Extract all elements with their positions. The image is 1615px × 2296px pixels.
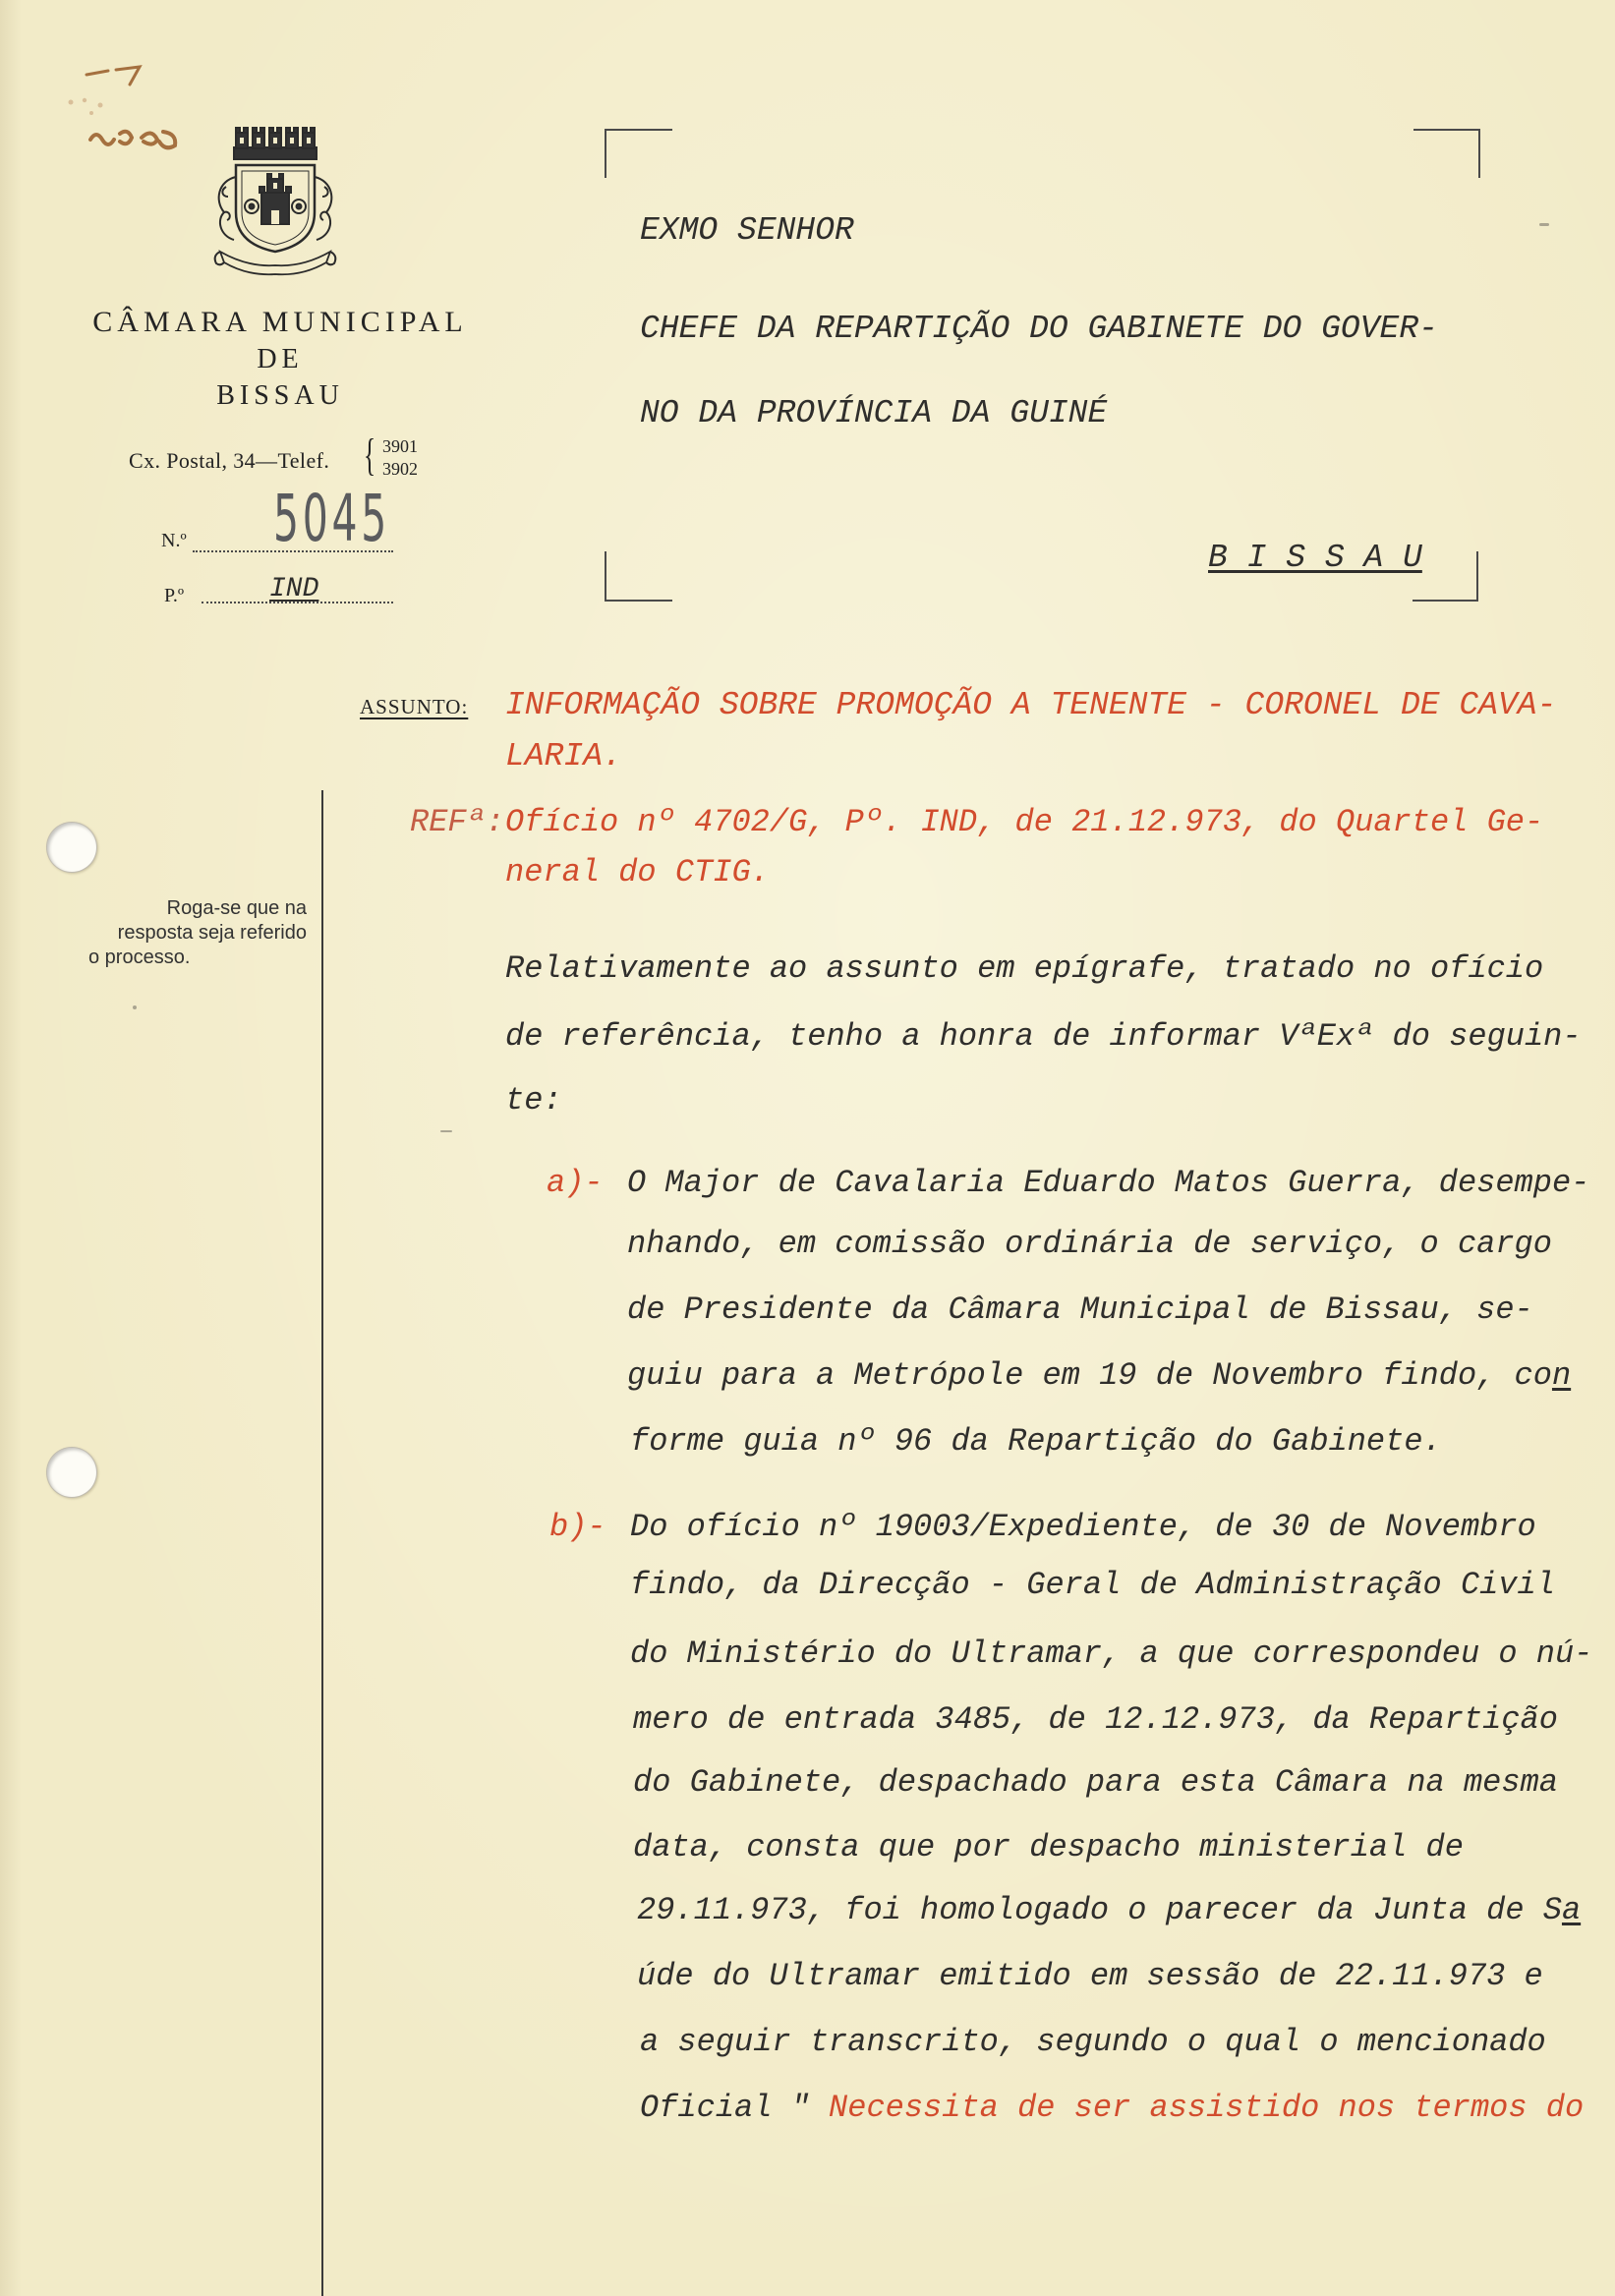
address-bracket-top-right xyxy=(1413,129,1480,178)
subject-line2: LARIA. xyxy=(505,738,622,775)
item-b-line: do Ministério do Ultramar, a que correspondeu o nú- xyxy=(630,1636,1593,1672)
side-note xyxy=(88,896,307,970)
item-a-line: nhando, em comissão ordinária de serviço, o cargo xyxy=(627,1226,1552,1262)
letterhead-name-line3: BISSAU xyxy=(216,380,344,411)
punch-hole-upper xyxy=(46,822,97,873)
address-bracket-bottom-left xyxy=(605,551,672,602)
letterhead-name-line2: DE xyxy=(257,344,304,374)
recipient-city: B I S S A U xyxy=(1208,540,1422,576)
recipient-line1: CHEFE DA REPARTIÇÃO DO GABINETE DO GOVER- xyxy=(640,311,1438,347)
phone-number-1: 3901 xyxy=(382,436,418,456)
margin-rule xyxy=(321,790,323,2296)
subject-line1: INFORMAÇÃO SOBRE PROMOÇÃO A TENENTE - CORONEL DE CAVA- xyxy=(505,687,1557,723)
item-b-line-text: 29.11.973, foi homologado o parecer da Junta de S xyxy=(637,1892,1562,1928)
item-b-line: mero de entrada 3485, de 12.12.973, da Repartição xyxy=(633,1701,1558,1738)
item-b-line-quote-highlight: Necessita de ser assistido nos termos do xyxy=(829,2090,1585,2126)
side-note-line2: resposta seja referido xyxy=(117,922,307,944)
letterhead-name-line1: CÂMARA MUNICIPAL xyxy=(92,306,468,338)
item-b-line: data, consta que por despacho ministerial de xyxy=(633,1829,1464,1866)
item-b-line: Do ofício nº 19003/Expediente, de 30 de Novembro xyxy=(630,1509,1536,1545)
item-a-line xyxy=(627,1356,1571,1396)
item-a-line-underlined: n xyxy=(1551,1357,1572,1394)
paper-speck xyxy=(133,1005,137,1009)
item-b-marker: b)- xyxy=(549,1509,606,1545)
intro-line: Relativamente ao assunto em epígrafe, tratado no ofício xyxy=(505,950,1544,987)
intro-line: te: xyxy=(505,1082,562,1119)
item-a-line: O Major de Cavalaria Eduardo Matos Guerra, desempe- xyxy=(627,1165,1590,1201)
item-a-line: forme guia nº 96 da Repartição do Gabinete. xyxy=(630,1423,1442,1460)
item-b-line: úde do Ultramar emitido em sessão de 22.11.973 e xyxy=(637,1958,1543,1994)
process-label: P.º xyxy=(164,585,185,606)
item-a-marker: a)- xyxy=(547,1165,604,1201)
punch-hole-lower xyxy=(46,1447,97,1498)
paper-speck xyxy=(1539,223,1549,226)
item-b-line xyxy=(640,2089,1584,2128)
number-label: N.º xyxy=(161,530,187,551)
letterhead-contact: Cx. Postal, 34—Telef. xyxy=(129,448,330,473)
reference-line2: neral do CTIG. xyxy=(505,854,770,890)
item-b-line: do Gabinete, despachado para esta Câmara na mesma xyxy=(633,1764,1558,1801)
address-bracket-top-left xyxy=(605,129,672,178)
item-a-line-text: guiu para a Metrópole em 19 de Novembro findo, co xyxy=(627,1357,1552,1394)
phone-number-2: 3902 xyxy=(382,459,418,479)
item-b-line: a seguir transcrito, segundo o qual o mencionado xyxy=(640,2024,1546,2060)
phone-brace: { xyxy=(364,430,376,480)
side-note-line3: o processo. xyxy=(88,947,191,968)
address-bracket-bottom-right xyxy=(1413,551,1478,602)
recipient-salutation: EXMO SENHOR xyxy=(640,212,854,249)
recipient-line2: NO DA PROVÍNCIA DA GUINÉ xyxy=(640,395,1108,431)
side-note-line1: Roga-se que na xyxy=(166,897,307,919)
process-value: IND xyxy=(269,574,319,604)
subject-label: ASSUNTO: xyxy=(360,695,469,718)
coat-of-arms-emblem xyxy=(197,122,354,289)
intro-line: de referência, tenho a honra de informar VªExª do seguin- xyxy=(505,1018,1582,1055)
item-b-line xyxy=(637,1891,1581,1930)
number-stamp: 5045 xyxy=(273,481,391,556)
item-b-line-underlined: a xyxy=(1561,1892,1582,1928)
item-a-line: de Presidente da Câmara Municipal de Bissau, se- xyxy=(627,1292,1533,1328)
pencil-annotation-marks xyxy=(61,61,208,159)
item-b-line: findo, da Direcção - Geral de Administração Civil xyxy=(630,1567,1555,1603)
reference-label: REFª: xyxy=(410,804,505,840)
reference-line1: Ofício nº 4702/G, Pº. IND, de 21.12.973, do Quartel Ge- xyxy=(505,804,1544,840)
paper-speck xyxy=(440,1130,452,1132)
item-b-line-text: Oficial " xyxy=(640,2090,830,2126)
